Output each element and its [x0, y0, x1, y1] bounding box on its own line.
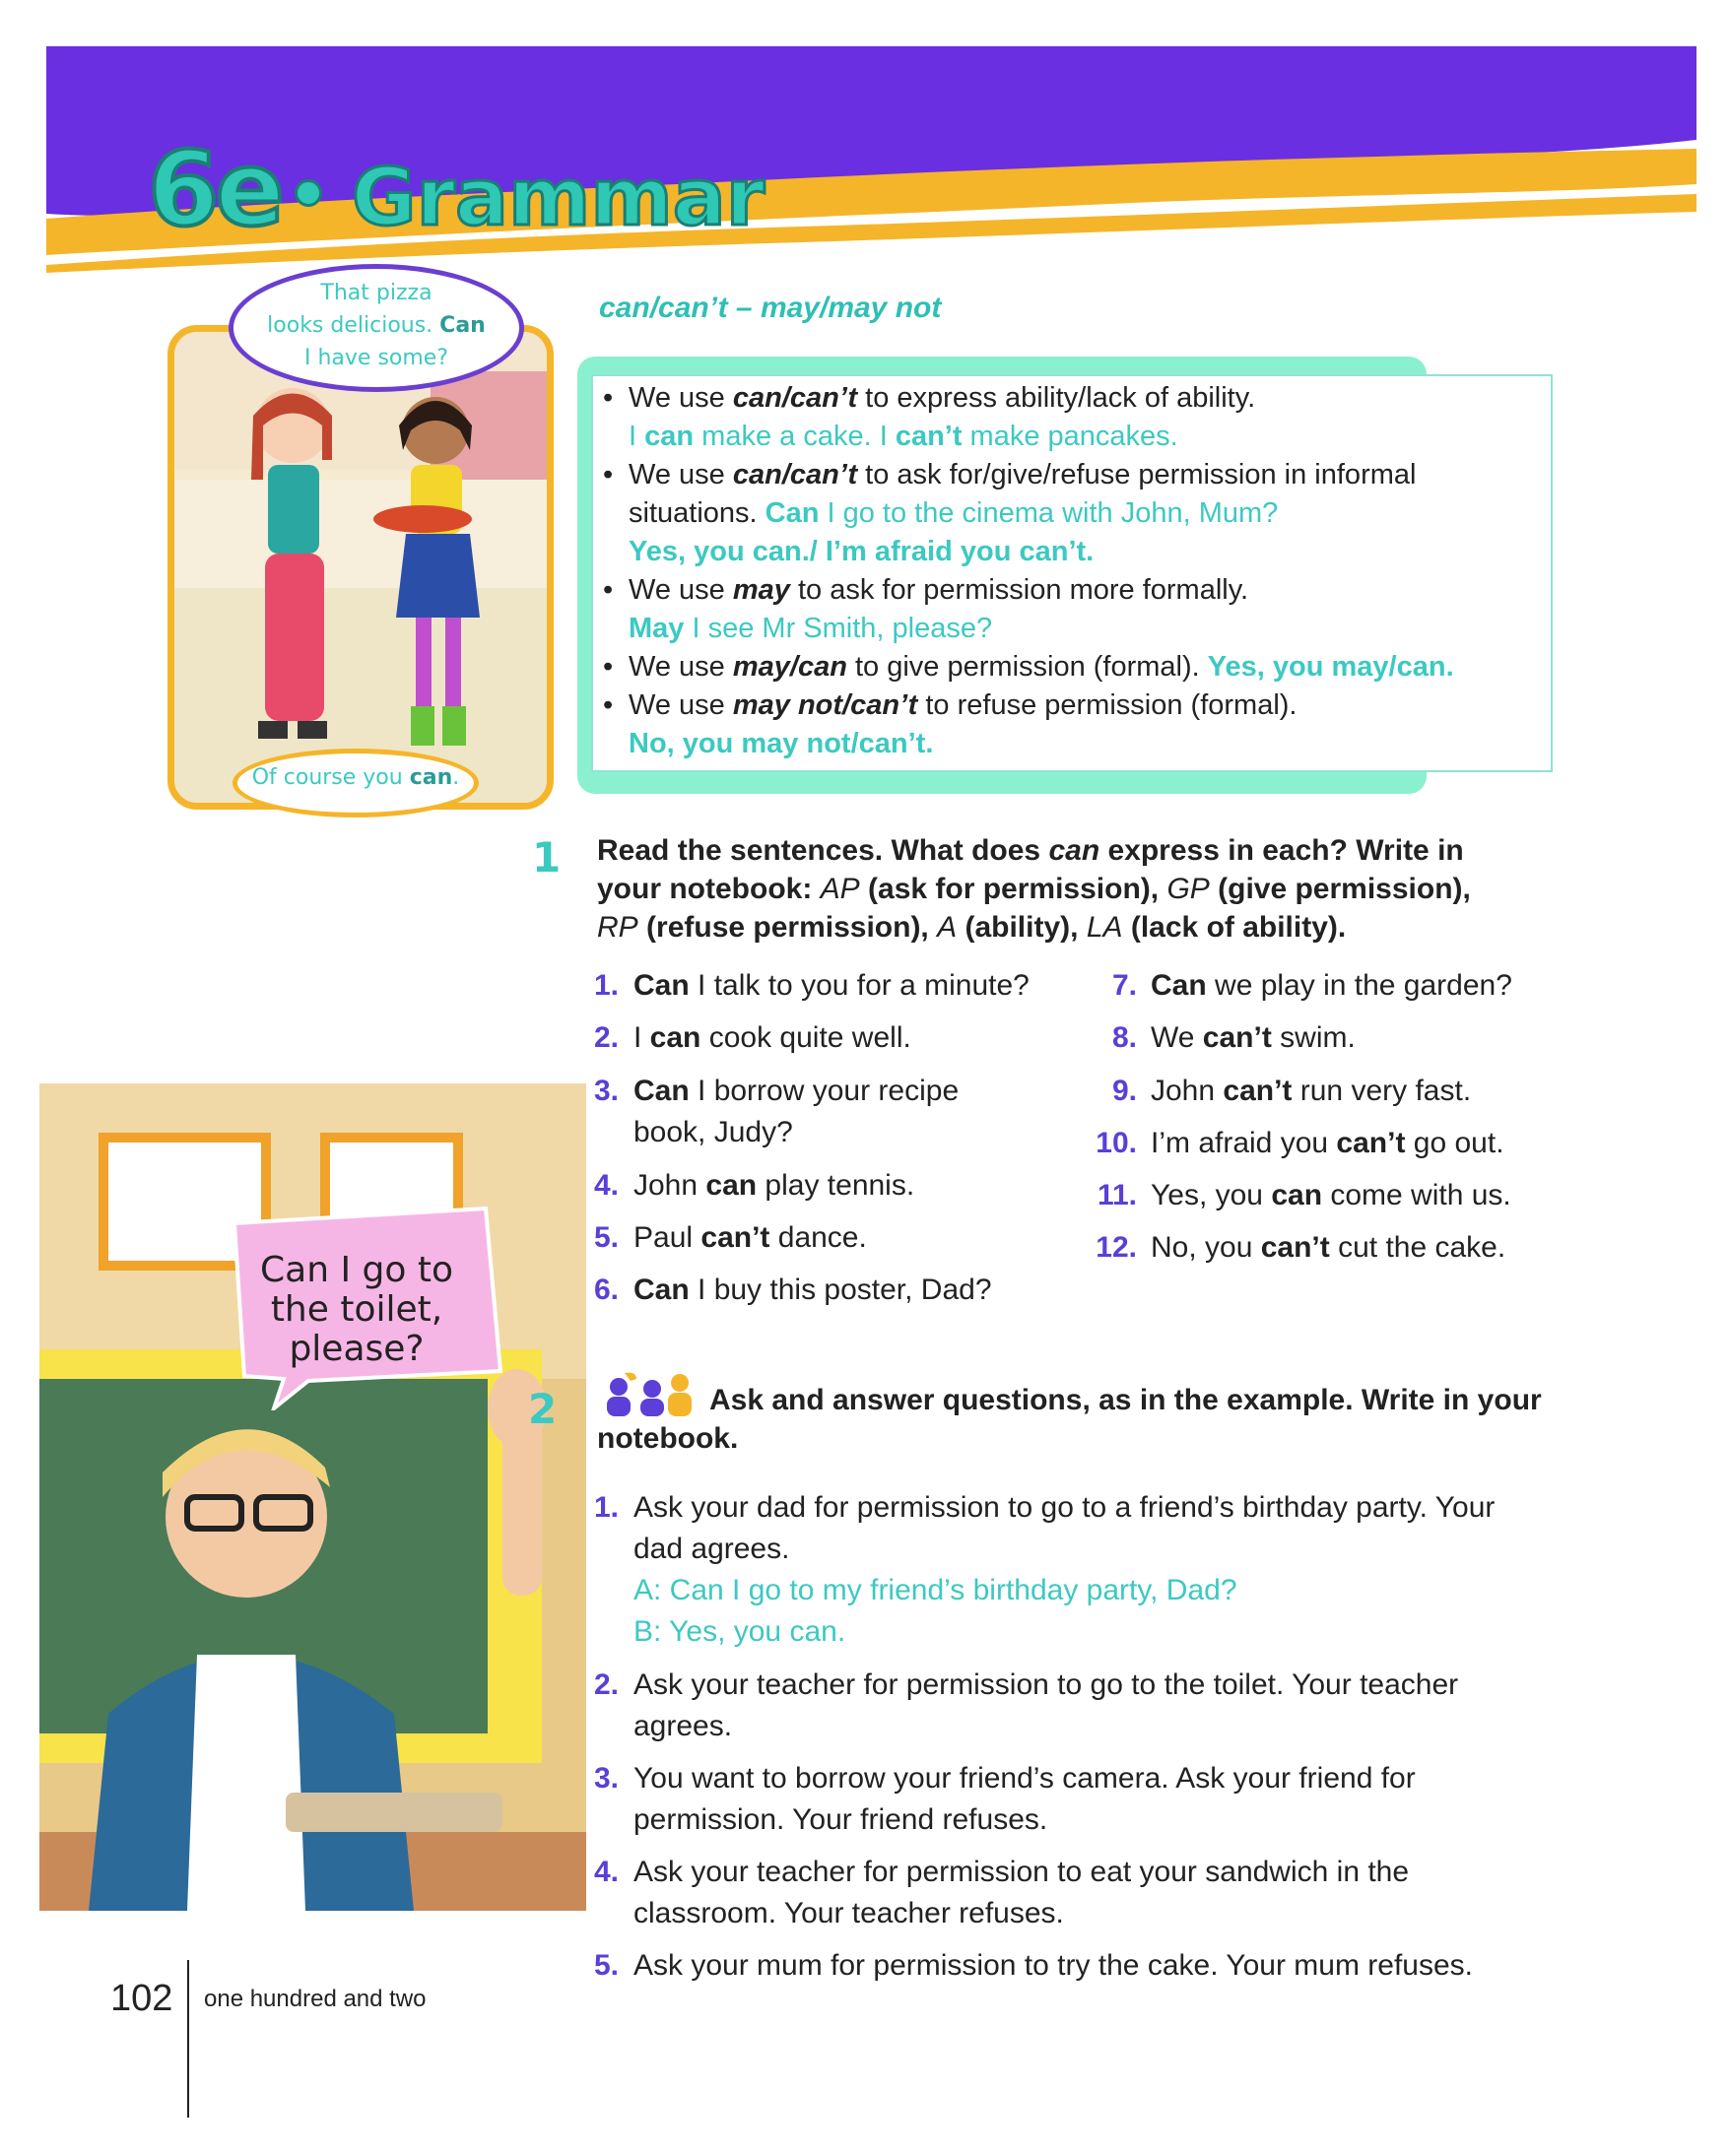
rule-text: to express ability/lack of ability. — [857, 382, 1256, 414]
item-number: 2. — [594, 1668, 620, 1701]
item-keyword: can — [649, 1021, 701, 1054]
ex1-item — [1084, 1175, 1511, 1216]
ex1-item — [594, 1017, 911, 1059]
example-keyword: can — [644, 421, 695, 452]
item-text: I buy this poster, Dad? — [689, 1274, 992, 1306]
item-text: we play in the garden? — [1206, 969, 1512, 1002]
item-number: 8. — [1111, 1021, 1137, 1054]
item-keyword: can’t — [700, 1221, 770, 1254]
example-keyword: May — [629, 613, 685, 644]
instr-code: A — [937, 911, 958, 944]
exercise-2-instructions — [597, 1381, 1582, 1458]
item-keyword: Can — [633, 1274, 690, 1306]
ex2-item — [594, 1665, 1554, 1747]
item-number: 2. — [594, 1021, 620, 1054]
item-text: come with us. — [1322, 1179, 1511, 1211]
ex2-item — [594, 1758, 1554, 1841]
item-text: Ask your dad for permission to go to a friend’s birthday party. Your — [633, 1491, 1496, 1524]
ex1-item — [594, 1071, 959, 1153]
item-keyword: can — [1271, 1179, 1323, 1211]
item-text: I talk to you for a minute? — [689, 969, 1030, 1002]
rule-keyword: can/can’t — [732, 459, 858, 490]
rule-keyword: can/can’t — [732, 382, 858, 414]
rule-text: to ask for permission more formally. — [789, 574, 1249, 606]
ex1-item — [594, 1270, 992, 1311]
example-keyword: Can — [765, 497, 820, 529]
ex1-item — [1084, 1227, 1505, 1269]
bubble-text: . — [452, 765, 460, 790]
item-keyword: can’t — [1336, 1127, 1406, 1159]
item-keyword: can’t — [1223, 1075, 1293, 1107]
ex1-item — [1084, 1017, 1356, 1059]
item-number: 6. — [594, 1274, 620, 1306]
example-answer: Yes, you can./ I’m afraid you can’t. — [629, 536, 1095, 567]
item-keyword: Can — [633, 1075, 690, 1107]
ex2-item — [594, 1945, 1554, 1987]
item-text: Yes, you — [1151, 1179, 1272, 1211]
item-text: cook quite well. — [700, 1021, 911, 1054]
item-text: Ask your teacher for permission to eat your sandwich in the — [633, 1856, 1410, 1888]
item-number: 9. — [1111, 1075, 1137, 1107]
title-dot — [295, 179, 322, 207]
item-number: 5. — [594, 1221, 620, 1254]
example-answer: B: Yes, you can. — [633, 1615, 846, 1648]
item-number: 4. — [594, 1169, 620, 1202]
item-number: 3. — [594, 1075, 620, 1107]
page-title — [148, 129, 765, 249]
rule-text: situations. — [629, 497, 765, 529]
unit-code: 6e — [148, 129, 281, 249]
ex2-item — [594, 1852, 1554, 1934]
item-text: run very fast. — [1292, 1075, 1472, 1107]
item-text: No, you — [1151, 1231, 1261, 1264]
item-text: play tennis. — [757, 1169, 915, 1202]
item-text: Paul — [633, 1221, 701, 1254]
photo-bubble-text — [229, 1221, 485, 1399]
item-text: agrees. — [633, 1710, 733, 1742]
instr-code: GP — [1166, 873, 1210, 905]
item-number: 1. — [594, 969, 620, 1002]
example-text: I see Mr Smith, please? — [684, 613, 993, 644]
item-text: swim. — [1271, 1021, 1356, 1054]
ex1-item — [594, 1217, 867, 1259]
bubble-line: That pizza — [320, 281, 432, 305]
rule-text: to give permission (formal). — [846, 651, 1208, 683]
ex1-item — [594, 1165, 914, 1207]
girls-illustration — [167, 325, 554, 810]
rule-4: • We use may/can to give permission (formal). Yes, you may/can. — [603, 651, 1454, 683]
ex1-item — [1084, 1123, 1504, 1164]
page-number-words: one hundred and two — [204, 1986, 427, 2012]
item-number: 12. — [1096, 1231, 1137, 1264]
item-number: 7. — [1111, 969, 1137, 1002]
instr-text: Ask and answer questions, as in the example. Write in your — [709, 1384, 1542, 1416]
item-text: I borrow your recipe — [689, 1075, 960, 1107]
item-text: dance. — [769, 1221, 867, 1254]
instr-text: (refuse permission), — [637, 911, 938, 944]
rule-text: We use — [629, 459, 733, 490]
bubble-line: Can I go to — [260, 1250, 453, 1290]
item-number: 11. — [1097, 1179, 1137, 1211]
instr-keyword: can — [1048, 834, 1100, 867]
item-text: I — [633, 1021, 650, 1054]
instr-text: (ask for permission), — [859, 873, 1167, 905]
bubble-line: I have some? — [303, 346, 449, 370]
instr-text: express in each? Write in — [1099, 834, 1464, 867]
rule-keyword: may not/can’t — [732, 689, 918, 721]
bubble-line: please? — [289, 1329, 425, 1369]
exercise-1-instructions — [597, 831, 1582, 947]
rule-text: We use — [629, 651, 733, 683]
example-answer: Yes, you may/can. — [1207, 651, 1454, 683]
example-text: I go to the cinema with John, Mum? — [819, 497, 1279, 529]
item-text: cut the cake. — [1329, 1231, 1506, 1264]
item-number: 1. — [594, 1491, 620, 1524]
item-text: dad agrees. — [633, 1533, 790, 1565]
item-text: You want to borrow your friend’s camera. Ask your friend for — [633, 1762, 1416, 1795]
rule-3: • We use may to ask for permission more formally. May I see Mr Smith, please? — [603, 574, 1249, 644]
item-text: go out. — [1405, 1127, 1504, 1159]
speech-bubble-question — [229, 264, 524, 392]
item-text: permission. Your friend refuses. — [633, 1803, 1048, 1836]
item-number: 3. — [594, 1762, 620, 1795]
instr-text: (lack of ability). — [1122, 911, 1347, 944]
item-keyword: can — [705, 1169, 758, 1202]
bubble-text: Of course you — [251, 765, 410, 790]
rule-5: • We use may not/can’t to refuse permission (formal). No, you may not/can’t. — [603, 689, 1298, 759]
bubble-line: looks delicious. — [267, 313, 440, 338]
example-text: make a cake. I — [694, 421, 896, 452]
rule-text: to refuse permission (formal). — [917, 689, 1298, 721]
instr-code: AP — [820, 873, 860, 905]
example-answer: No, you may not/can’t. — [629, 728, 934, 759]
rule-keyword: may — [732, 574, 790, 606]
example-question: A: Can I go to my friend’s birthday party, Dad? — [633, 1574, 1237, 1606]
item-text: I’m afraid you — [1151, 1127, 1337, 1159]
rule-text: We use — [629, 689, 733, 721]
grammar-rule-title: can/can’t – may/may not — [599, 292, 942, 324]
ex1-item — [594, 965, 1030, 1007]
item-keyword: Can — [1151, 969, 1207, 1002]
rule-2: • We use can/can’t to ask for/give/refuse permission in informal situations. Can I go to the cinema with John, Mum? Yes, you can./ I’m afraid you can’t. — [603, 459, 1417, 567]
item-keyword: can’t — [1260, 1231, 1330, 1264]
item-text: Ask your mum for permission to try the cake. Your mum refuses. — [633, 1949, 1473, 1982]
rule-text: We use — [629, 382, 733, 414]
instr-code: LA — [1086, 911, 1123, 944]
item-text: We — [1151, 1021, 1203, 1054]
instr-code: RP — [597, 911, 638, 944]
item-text: John — [633, 1169, 706, 1202]
section-title: Grammar — [351, 152, 765, 243]
bubble-keyword: can — [409, 765, 453, 790]
instr-text: (ability), — [957, 911, 1087, 944]
example-text: I — [629, 421, 645, 452]
ex1-item — [1084, 965, 1512, 1007]
item-text: John — [1151, 1075, 1224, 1107]
page-number: 102 — [110, 1978, 173, 2019]
ex1-item — [1084, 1071, 1471, 1112]
rule-1: • We use can/can’t to express ability/lack of ability. I can make a cake. I can’t make pancakes. — [603, 382, 1256, 452]
item-number: 10. — [1096, 1127, 1137, 1159]
item-number: 5. — [594, 1949, 620, 1982]
instr-text: Read the sentences. What does — [597, 834, 1049, 867]
item-text: book, Judy? — [633, 1116, 793, 1148]
footer-divider — [187, 1960, 189, 2118]
item-text: classroom. Your teacher refuses. — [633, 1897, 1064, 1929]
rule-text: We use — [629, 574, 733, 606]
ex2-item — [594, 1487, 1554, 1653]
item-number: 4. — [594, 1856, 620, 1888]
item-text: Ask your teacher for permission to go to the toilet. Your teacher — [633, 1668, 1459, 1701]
exercise-2-number: 2 — [528, 1385, 558, 1433]
bubble-keyword: Can — [439, 313, 486, 338]
example-text: make pancakes. — [962, 421, 1178, 452]
rule-keyword: may/can — [732, 651, 847, 683]
example-keyword: can’t — [895, 421, 963, 452]
rule-text: to ask for/give/refuse permission in informal — [857, 459, 1417, 490]
item-keyword: can’t — [1202, 1021, 1272, 1054]
item-keyword: Can — [633, 969, 690, 1002]
instr-text: notebook. — [597, 1422, 739, 1455]
instr-text: your notebook: — [597, 873, 821, 905]
speech-bubble-answer — [233, 749, 479, 817]
instr-text: (give permission), — [1209, 873, 1471, 905]
exercise-1-number: 1 — [532, 833, 562, 882]
bubble-line: the toilet, — [270, 1289, 443, 1330]
